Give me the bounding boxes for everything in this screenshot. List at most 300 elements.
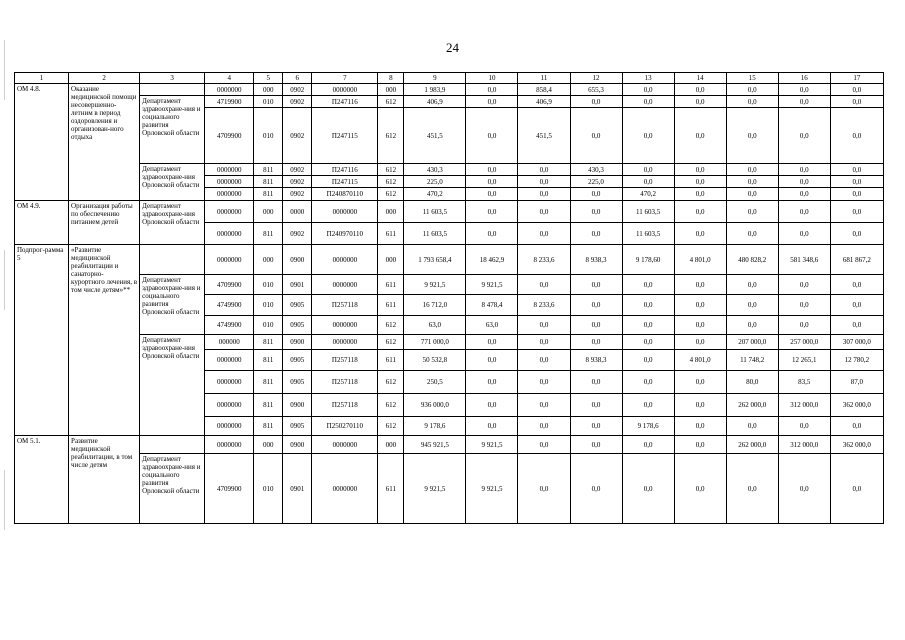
cell-value-total: 470,2 [404,188,466,201]
cell-value-y2: 0,0 [518,394,570,417]
cell-kod-csr: П247115 [312,108,378,164]
cell-value-y1: 9 921,5 [466,454,518,524]
cell-kod-csr: П257118 [312,371,378,394]
cell-value-y7: 12 265,1 [778,350,830,371]
cell-kod-rz: 0902 [283,223,312,245]
cell-kod-csr: П257118 [312,394,378,417]
cell-kod-vr: 612 [378,394,404,417]
cell-value-y1: 0,0 [466,350,518,371]
cell-kod-rzpr: 010 [254,454,283,524]
cell-value-y8: 0,0 [830,176,883,188]
cell-value-y7: 0,0 [778,164,830,176]
cell-value-y5: 0,0 [674,201,726,223]
header-cell: 16 [778,73,830,84]
cell-code: Подпрог-рамма 5 [15,245,69,436]
cell-kod-rzpr: 811 [254,335,283,350]
cell-kod-rzpr: 811 [254,176,283,188]
cell-value-y2: 0,0 [518,176,570,188]
cell-kod-vr: 612 [378,335,404,350]
cell-kod-gruppa: 000000 [205,335,254,350]
cell-kod-rz: 0900 [283,335,312,350]
cell-value-y5: 0,0 [674,96,726,108]
cell-value-y4: 0,0 [622,84,674,96]
header-cell: 11 [518,73,570,84]
cell-kod-rz: 0901 [283,275,312,295]
cell-value-y4: 9 178,6 [622,417,674,436]
cell-value-y6: 11 748,2 [726,350,778,371]
cell-value-y8: 0,0 [830,454,883,524]
cell-value-y3: 0,0 [570,417,622,436]
cell-value-y4: 0,0 [622,316,674,335]
cell-kod-gruppa: 0000000 [205,164,254,176]
cell-value-y8: 12 780,2 [830,350,883,371]
cell-value-total: 11 603,5 [404,223,466,245]
cell-value-y8: 0,0 [830,223,883,245]
cell-kod-csr: 0000000 [312,436,378,454]
cell-value-y2: 0,0 [518,223,570,245]
cell-kod-gruppa: 0000000 [205,417,254,436]
cell-value-y3: 0,0 [570,108,622,164]
cell-name: Развитие медицинской реабилитации, в том числе детям [69,436,140,524]
cell-kod-vr: 000 [378,436,404,454]
cell-kod-rz: 0905 [283,316,312,335]
cell-value-y4: 0,0 [622,436,674,454]
cell-kod-vr: 000 [378,245,404,275]
cell-kod-rzpr: 811 [254,188,283,201]
cell-code: ОМ 5.1. [15,436,69,524]
cell-value-y8: 362 000,0 [830,436,883,454]
cell-kod-vr: 612 [378,108,404,164]
cell-value-y6: 480 828,2 [726,245,778,275]
table-row [15,245,884,275]
cell-value-y1: 0,0 [466,223,518,245]
cell-value-total: 1 793 658,4 [404,245,466,275]
cell-value-y3: 0,0 [570,454,622,524]
header-cell: 10 [466,73,518,84]
page-number: 24 [446,40,459,55]
cell-value-y4: 0,0 [622,108,674,164]
cell-value-y7: 83,5 [778,371,830,394]
cell-value-total: 225,0 [404,176,466,188]
cell-kod-rz: 0902 [283,164,312,176]
cell-value-total: 11 603,5 [404,201,466,223]
cell-value-y8: 0,0 [830,275,883,295]
cell-value-y8: 0,0 [830,295,883,316]
cell-value-y8: 0,0 [830,96,883,108]
cell-value-y8: 87,0 [830,371,883,394]
budget-table [14,72,884,524]
header-cell: 8 [378,73,404,84]
cell-value-y4: 11 603,5 [622,223,674,245]
cell-kod-rz: 0902 [283,176,312,188]
cell-kod-csr: П247116 [312,164,378,176]
table-row [15,164,884,176]
cell-value-y8: 0,0 [830,164,883,176]
cell-value-y2: 0,0 [518,436,570,454]
header-cell: 4 [205,73,254,84]
cell-kod-csr: 0000000 [312,245,378,275]
cell-value-y2: 406,9 [518,96,570,108]
cell-kod-gruppa: 0000000 [205,436,254,454]
cell-value-y1: 0,0 [466,164,518,176]
cell-kod-rzpr: 000 [254,84,283,96]
cell-kod-csr: 0000000 [312,275,378,295]
cell-kod-csr: 0000000 [312,84,378,96]
cell-name: «Развитие медицинской реабилитации и санаторно-курортного лечения, в том числе детям»** [69,245,140,436]
cell-kod-rzpr: 811 [254,417,283,436]
cell-kod-vr: 612 [378,164,404,176]
cell-value-y2: 0,0 [518,371,570,394]
cell-kod-rz: 0000 [283,201,312,223]
header-cell: 9 [404,73,466,84]
cell-kod-gruppa: 4709900 [205,454,254,524]
cell-value-y6: 0,0 [726,201,778,223]
cell-value-y4: 0,0 [622,350,674,371]
cell-kod-rz: 0902 [283,108,312,164]
cell-value-y6: 0,0 [726,108,778,164]
cell-value-y5: 0,0 [674,394,726,417]
cell-kod-vr: 611 [378,295,404,316]
header-cell: 7 [312,73,378,84]
cell-kod-csr: П250270110 [312,417,378,436]
cell-value-y3: 0,0 [570,201,622,223]
cell-value-y6: 0,0 [726,84,778,96]
cell-value-y8: 0,0 [830,417,883,436]
cell-value-y2: 0,0 [518,316,570,335]
cell-kod-gruppa: 0000000 [205,176,254,188]
cell-dept [140,436,205,454]
cell-name: Оказание медицинской помощи несовершенно-летним в период оздоровления и организован-ного отдыха [69,84,140,201]
cell-value-y5: 4 801,0 [674,245,726,275]
header-cell: 13 [622,73,674,84]
cell-kod-csr: П240970110 [312,223,378,245]
cell-kod-vr: 612 [378,176,404,188]
cell-kod-vr: 000 [378,84,404,96]
cell-kod-csr: П247115 [312,176,378,188]
cell-value-y1: 9 921,5 [466,275,518,295]
header-cell: 15 [726,73,778,84]
cell-value-y2: 0,0 [518,350,570,371]
cell-value-total: 1 983,9 [404,84,466,96]
cell-value-y3: 0,0 [570,436,622,454]
cell-kod-vr: 612 [378,417,404,436]
cell-value-y5: 0,0 [674,176,726,188]
cell-value-y4: 11 603,5 [622,201,674,223]
cell-value-y1: 63,0 [466,316,518,335]
cell-value-y6: 0,0 [726,417,778,436]
table-row [15,84,884,96]
cell-value-y2: 451,5 [518,108,570,164]
cell-kod-vr: 612 [378,371,404,394]
cell-kod-gruppa: 0000000 [205,245,254,275]
cell-value-y2: 8 233,6 [518,295,570,316]
cell-kod-vr: 612 [378,188,404,201]
cell-value-y3: 0,0 [570,223,622,245]
cell-kod-rz: 0905 [283,350,312,371]
cell-value-y5: 0,0 [674,417,726,436]
cell-value-y3: 0,0 [570,394,622,417]
cell-kod-rz: 0905 [283,417,312,436]
cell-value-y1: 0,0 [466,176,518,188]
cell-value-y7: 312 000,0 [778,394,830,417]
cell-kod-rzpr: 010 [254,316,283,335]
header-cell: 14 [674,73,726,84]
cell-value-y3: 8 938,3 [570,350,622,371]
cell-kod-rzpr: 811 [254,223,283,245]
table-row [15,335,884,350]
cell-value-y8: 307 000,0 [830,335,883,350]
cell-value-y5: 0,0 [674,108,726,164]
header-cell: 17 [830,73,883,84]
cell-value-y8: 0,0 [830,84,883,96]
cell-value-y1: 9 921,5 [466,436,518,454]
cell-dept [140,245,205,275]
cell-kod-gruppa: 0000000 [205,371,254,394]
cell-value-y7: 0,0 [778,417,830,436]
cell-value-y2: 8 233,6 [518,245,570,275]
cell-value-y7: 0,0 [778,108,830,164]
cell-value-y1: 0,0 [466,188,518,201]
header-cell: 3 [140,73,205,84]
cell-value-y6: 0,0 [726,275,778,295]
cell-kod-vr: 611 [378,454,404,524]
cell-kod-gruppa: 4749900 [205,316,254,335]
cell-code: ОМ 4.9. [15,201,69,245]
cell-kod-rzpr: 010 [254,295,283,316]
cell-value-y7: 0,0 [778,201,830,223]
cell-kod-csr: П247116 [312,96,378,108]
cell-value-total: 50 532,8 [404,350,466,371]
cell-value-y6: 207 000,0 [726,335,778,350]
header-cell: 5 [254,73,283,84]
cell-kod-vr: 612 [378,96,404,108]
cell-value-y5: 0,0 [674,371,726,394]
cell-dept: Департамент здравоохране-ния Орловской области [140,164,205,201]
cell-dept [140,84,205,96]
cell-value-y5: 0,0 [674,84,726,96]
cell-value-y4: 0,0 [622,454,674,524]
cell-value-y3: 0,0 [570,295,622,316]
cell-value-total: 430,3 [404,164,466,176]
cell-value-y6: 0,0 [726,295,778,316]
cell-kod-vr: 611 [378,223,404,245]
cell-value-y8: 362 000,0 [830,394,883,417]
cell-value-y1: 0,0 [466,394,518,417]
cell-kod-csr: П257118 [312,295,378,316]
cell-value-y2: 0,0 [518,454,570,524]
cell-kod-gruppa: 0000000 [205,188,254,201]
cell-value-y2: 0,0 [518,417,570,436]
cell-kod-gruppa: 4709900 [205,108,254,164]
cell-value-total: 9 921,5 [404,275,466,295]
cell-value-y7: 0,0 [778,96,830,108]
cell-value-y7: 0,0 [778,84,830,96]
cell-dept: Департамент здравоохране-ния и социального развития Орловской области [140,96,205,164]
cell-value-y8: 681 867,2 [830,245,883,275]
cell-value-y4: 0,0 [622,295,674,316]
cell-value-y6: 0,0 [726,164,778,176]
cell-value-total: 9 921,5 [404,454,466,524]
cell-value-y3: 655,3 [570,84,622,96]
cell-value-y5: 0,0 [674,436,726,454]
cell-value-y3: 225,0 [570,176,622,188]
cell-value-y6: 0,0 [726,176,778,188]
cell-kod-rzpr: 000 [254,245,283,275]
cell-value-y4: 0,0 [622,394,674,417]
cell-value-y8: 0,0 [830,316,883,335]
cell-kod-gruppa: 0000000 [205,394,254,417]
cell-value-y7: 0,0 [778,295,830,316]
cell-value-y2: 0,0 [518,275,570,295]
cell-value-y5: 0,0 [674,335,726,350]
cell-value-y7: 0,0 [778,316,830,335]
cell-dept: Департамент здравоохране-ния и социального развития Орловской области [140,275,205,335]
cell-kod-csr: 0000000 [312,316,378,335]
cell-value-y7: 312 000,0 [778,436,830,454]
header-row [15,73,884,84]
cell-value-y7: 0,0 [778,275,830,295]
cell-kod-rzpr: 000 [254,201,283,223]
table-row [15,436,884,454]
cell-kod-vr: 611 [378,275,404,295]
cell-value-y6: 262 000,0 [726,436,778,454]
cell-value-y4: 0,0 [622,371,674,394]
cell-value-y5: 0,0 [674,275,726,295]
cell-value-y7: 0,0 [778,223,830,245]
cell-value-y4: 0,0 [622,96,674,108]
cell-kod-rzpr: 010 [254,96,283,108]
cell-value-y1: 0,0 [466,108,518,164]
cell-value-y3: 430,3 [570,164,622,176]
cell-kod-rzpr: 010 [254,108,283,164]
cell-kod-rz: 0905 [283,371,312,394]
cell-value-total: 16 712,0 [404,295,466,316]
cell-kod-rz: 0902 [283,96,312,108]
cell-value-y4: 470,2 [622,188,674,201]
header-cell: 6 [283,73,312,84]
cell-value-y4: 9 178,60 [622,245,674,275]
cell-value-y6: 0,0 [726,316,778,335]
header-cell: 12 [570,73,622,84]
cell-value-total: 406,9 [404,96,466,108]
cell-value-y1: 0,0 [466,84,518,96]
cell-value-y8: 0,0 [830,108,883,164]
cell-value-total: 945 921,5 [404,436,466,454]
cell-kod-rzpr: 811 [254,371,283,394]
cell-dept: Департамент здравоохране-ния и социального развития Орловской области [140,454,205,524]
cell-value-y5: 4 801,0 [674,350,726,371]
cell-kod-gruppa: 4709900 [205,275,254,295]
cell-kod-rz: 0902 [283,84,312,96]
cell-kod-gruppa: 4749900 [205,295,254,316]
cell-value-y4: 0,0 [622,275,674,295]
cell-kod-gruppa: 4719900 [205,96,254,108]
cell-value-y7: 0,0 [778,188,830,201]
cell-kod-rz: 0901 [283,454,312,524]
cell-kod-rzpr: 811 [254,394,283,417]
cell-value-y8: 0,0 [830,188,883,201]
cell-value-y8: 0,0 [830,201,883,223]
cell-value-y4: 0,0 [622,176,674,188]
cell-value-y5: 0,0 [674,223,726,245]
cell-value-y3: 0,0 [570,316,622,335]
cell-kod-rzpr: 811 [254,164,283,176]
cell-kod-rzpr: 811 [254,350,283,371]
cell-value-y5: 0,0 [674,295,726,316]
cell-kod-rz: 0900 [283,394,312,417]
cell-dept: Департамент здравоохране-ния Орловской области [140,201,205,245]
cell-kod-gruppa: 0000000 [205,223,254,245]
header-cell: 1 [15,73,69,84]
cell-value-y2: 0,0 [518,201,570,223]
cell-value-y6: 0,0 [726,454,778,524]
cell-value-y2: 0,0 [518,188,570,201]
cell-value-y4: 0,0 [622,335,674,350]
cell-code: ОМ 4.8. [15,84,69,201]
cell-dept: Департамент здравоохране-ния Орловской области [140,335,205,436]
cell-value-total: 936 000,0 [404,394,466,417]
cell-value-y7: 581 348,6 [778,245,830,275]
cell-name: Организация работы по обеспечению питанием детей [69,201,140,245]
cell-value-y7: 257 000,0 [778,335,830,350]
cell-kod-rz: 0900 [283,245,312,275]
cell-value-y1: 0,0 [466,335,518,350]
table-row [15,454,884,524]
cell-kod-csr: 0000000 [312,454,378,524]
cell-value-y3: 0,0 [570,335,622,350]
cell-value-y7: 0,0 [778,176,830,188]
table-row [15,96,884,108]
cell-value-y2: 0,0 [518,335,570,350]
cell-value-y1: 0,0 [466,371,518,394]
cell-value-y5: 0,0 [674,454,726,524]
cell-kod-rz: 0900 [283,436,312,454]
cell-value-total: 250,5 [404,371,466,394]
cell-kod-rzpr: 010 [254,275,283,295]
cell-kod-vr: 612 [378,316,404,335]
cell-kod-vr: 611 [378,350,404,371]
cell-value-y6: 0,0 [726,96,778,108]
cell-value-y3: 0,0 [570,371,622,394]
cell-kod-csr: 0000000 [312,201,378,223]
cell-kod-gruppa: 0000000 [205,350,254,371]
cell-kod-csr: П257118 [312,350,378,371]
header-cell: 2 [69,73,140,84]
cell-value-y1: 18 462,9 [466,245,518,275]
cell-value-y6: 0,0 [726,188,778,201]
cell-kod-rzpr: 000 [254,436,283,454]
cell-value-y5: 0,0 [674,316,726,335]
cell-value-y1: 0,0 [466,417,518,436]
cell-value-y3: 8 938,3 [570,245,622,275]
cell-value-y5: 0,0 [674,188,726,201]
cell-value-total: 63,0 [404,316,466,335]
cell-value-y7: 0,0 [778,454,830,524]
cell-kod-gruppa: 0000000 [205,84,254,96]
cell-value-y6: 0,0 [726,223,778,245]
cell-value-y6: 262 000,0 [726,394,778,417]
cell-value-y3: 0,0 [570,275,622,295]
cell-value-y2: 0,0 [518,164,570,176]
cell-value-y5: 0,0 [674,164,726,176]
cell-value-total: 9 178,6 [404,417,466,436]
table-row [15,275,884,295]
cell-value-y1: 0,0 [466,96,518,108]
cell-kod-gruppa: 0000000 [205,201,254,223]
cell-value-total: 451,5 [404,108,466,164]
cell-kod-vr: 000 [378,201,404,223]
cell-value-y3: 0,0 [570,188,622,201]
